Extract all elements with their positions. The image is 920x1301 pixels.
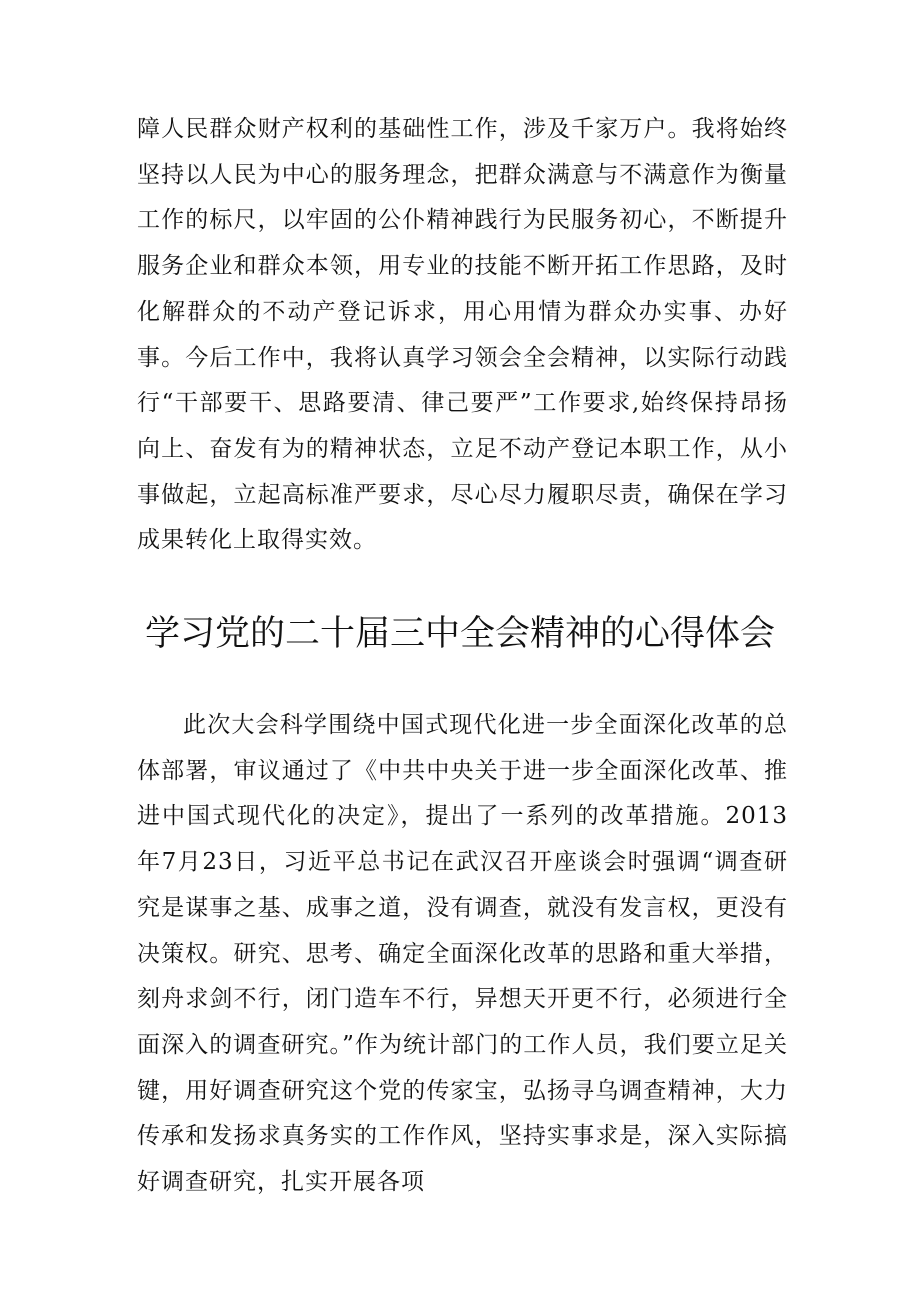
body-paragraph-intro: 此次大会科学围绕中国式现代化进一步全面深化改革的总体部署，审议通过了《中共中央关于进一步全面深化改革、推进中国式现代化的决定》，提出了一系列的改革措施。2013年7月23日，习近平总书记在武汉召开座谈会时强调“调查研究是谋事之基、成事之道，没有调查，就没有发言权，更没有决策权。研究、思考、确定全面深化改革的思路和重大举措，刻舟求剑不行，闭门造车不行，异想天开更不行，必须进行全面深入的调查研究。”作为统计部门的工作人员，我们要立足关键，用好调查研究这个党的传家宝，弘扬寻乌调查精神，大力传承和发扬求真务实的工作作风，坚持实事求是，深入实际搞好调查研究，扎实开展各项	[137, 712, 788, 1196]
article-title: 学习党的二十届三中全会精神的心得体会	[144, 614, 775, 654]
body-paragraph-continued: 障人民群众财产权利的基础性工作，涉及千家万户。我将始终坚持以人民为中心的服务理念，把群众满意与不满意作为衡量工作的标尺，以牢固的公仆精神践行为民服务初心，不断提升服务企业和群众本领，用专业的技能不断开拓工作思路，及时化解群众的不动产登记诉求，用心用情为群众办实事、办好事。今后工作中，我将认真学习领会全会精神，以实际行动践行“干部要干、思路要清、律己要严”工作要求,始终保持昂扬向上、奋发有为的精神状态，立足不动产登记本职工作，从小事做起，立起高标准严要求，尽心尽力履职尽责，确保在学习成果转化上取得实效。	[137, 116, 788, 554]
